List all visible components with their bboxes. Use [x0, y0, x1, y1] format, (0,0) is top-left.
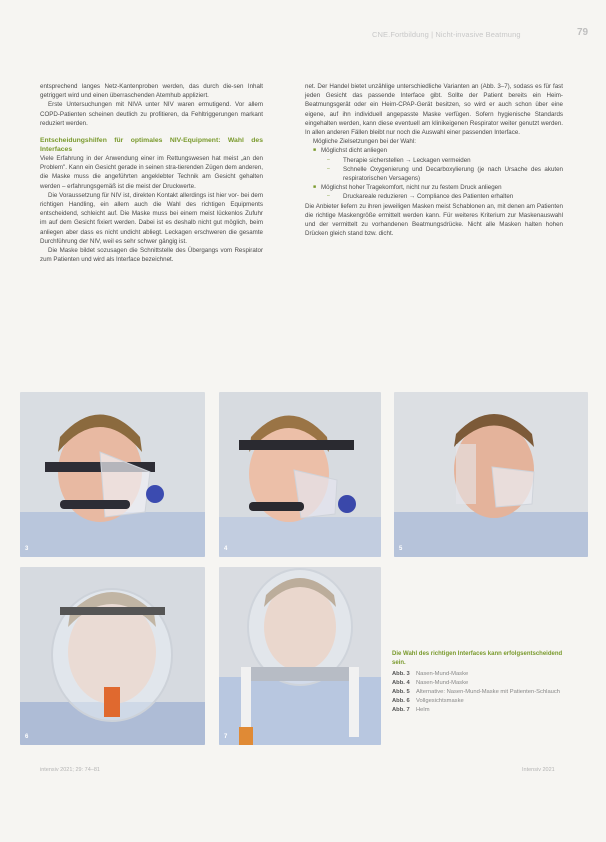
paragraph: Erste Untersuchungen mit NIVA unter NIV waren ermutigend. Vor allem COPD-Patienten scheinen deutlich zu profitieren, da Fehltriggerungen markant reduziert werden.	[40, 101, 263, 127]
paragraph: Die Maske bildet sozusagen die Schnittstelle des Übergangs vom Respirator zum Patienten und wird als Interface bezeichnet.	[40, 247, 263, 264]
caption-ref: Abb. 4	[392, 680, 410, 686]
sub-list-item: – Schnelle Oxygenierung und Decarboxylierung (je nach Ursache des akuten respiratorischen Versagens)	[335, 165, 563, 183]
sub-list-item: – Druckareale reduzieren → Compliance des Patienten erhalten	[335, 192, 563, 201]
figure-caption	[392, 650, 564, 715]
caption-row	[392, 688, 564, 697]
caption-ref: Abb. 5	[392, 689, 410, 695]
paragraph: entsprechend langes Netz-Kantenproben werden, das durch die-sen Inhalt getriggert wird und einen überraschenden Atemhub appliziert.	[40, 83, 263, 100]
caption-text: Nasen-Mund-Maske	[416, 671, 469, 677]
caption-text: Vollgesichtsmaske	[416, 698, 464, 704]
caption-row	[392, 670, 564, 679]
figure-label: 5	[399, 546, 403, 552]
mask-photo-illustration	[20, 392, 205, 557]
running-head: CNE.Fortbildung | Nicht-invasive Beatmung	[372, 30, 521, 39]
sub-list-item: – Therapie sicherstellen → Leckagen vermeiden	[335, 156, 563, 165]
figure-label: 4	[224, 546, 228, 552]
paragraph: Mögliche Zielsetzungen bei der Wahl:	[313, 138, 416, 146]
figure-7-photo	[219, 567, 381, 745]
list-item-text: Möglichst dicht anliegen	[321, 147, 388, 155]
paragraph: net. Der Handel bietet unzählige unterschiedliche Varianten an (Abb. 3–7), sodass es für fast jeden Gesicht das passende Interface gibt. Sollte der Patient bereits ein Heim-Beatmungsgerät oder ein Heim-CPAP-Gerät besitzen, so wird er auch schon über eine eigene, auf ihn individuell angepasste Maske verfügen. Sofern hygienische Standards eingehalten werden, kann diese eventuell am klinikeigenen Respirator weiter genutzt werden. In allen anderen Fällen bleibt nur noch die Auswahl einer passenden Interface.	[305, 83, 563, 137]
figure-6-photo	[20, 567, 205, 745]
figure-3-photo	[20, 392, 205, 557]
right-column	[305, 82, 563, 238]
caption-row	[392, 697, 564, 706]
footer-left: intensiv 2021; 29: 74–81	[40, 767, 100, 773]
caption-title: Die Wahl des richtigen Interfaces kann erfolgsentscheidend sein.	[392, 651, 563, 666]
figure-4-photo	[219, 392, 381, 557]
mask-photo-illustration	[219, 392, 381, 557]
list-item-text: Möglichst hoher Tragekomfort, nicht nur zu festem Druck anliegen	[321, 184, 502, 192]
list-item	[313, 146, 563, 183]
caption-row	[392, 706, 564, 715]
list-item	[313, 183, 563, 201]
left-column	[40, 82, 263, 264]
caption-text: Nasen-Mund-Maske	[416, 680, 469, 686]
helmet-photo-illustration	[219, 567, 381, 745]
caption-text: Alternative: Nasen-Mund-Maske mit Patienten-Schlauch	[416, 689, 561, 695]
caption-ref: Abb. 6	[392, 698, 410, 704]
figure-5-photo	[394, 392, 588, 557]
caption-row	[392, 679, 564, 688]
section-heading: Entscheidungshilfen für optimales NIV-Equipment: Wahl des Interfaces	[40, 137, 263, 154]
paragraph: Viele Erfahrung in der Anwendung einer im Rettungswesen hat meist „an den Problem". Kann ein Gesicht gerade in seinen stra-tierenden Zügen dem anderen, die Maske muss die angeführten angeklebter Technik am Gesicht gehalten werden – erfahrungsgemäß ist die meist der Druckwerte.	[40, 155, 263, 190]
paragraph: Die Voraussetzung für NIV ist, direkten Kontakt allerdings ist hier vor- bei dem richtigen Handling, ein allem auch die Wahl des richtigen Equipments entscheidend, schleicht auf. Die Maske muss bei einem meist lückenlos Zufuhr im auf dem Gesicht fixiert werden. Dabei ist es deshalb nicht gut möglich, beim anliegen aber dass es nicht undicht abliegt. Leckagen erschweren die gesamte Durchführung der NIV, weil es sehr schwer gängig ist.	[40, 191, 263, 245]
caption-text: Helm	[416, 707, 430, 713]
paragraph: Die Anbieter liefern zu ihren jeweiligen Masken meist Schablonen an, mit denen am Patienten die richtige Maskengröße ermittelt werden kann. Für weiteres Kriterium zur Maskenauswahl und der vermittelt zu vorhandenen Beatmungsdrücke. Nicht alle Masken halten hohen Drücken gleich stand bzw. dicht.	[305, 202, 563, 238]
page-number: 79	[577, 27, 589, 38]
footer-right: Intensiv 2021	[522, 767, 555, 773]
mask-photo-illustration	[394, 392, 588, 557]
figure-label: 3	[25, 546, 29, 552]
mask-photo-illustration	[20, 567, 205, 745]
figure-label: 7	[224, 734, 228, 740]
caption-ref: Abb. 3	[392, 671, 410, 677]
caption-ref: Abb. 7	[392, 707, 410, 713]
figure-label: 6	[25, 734, 29, 740]
goal-list	[305, 146, 563, 201]
